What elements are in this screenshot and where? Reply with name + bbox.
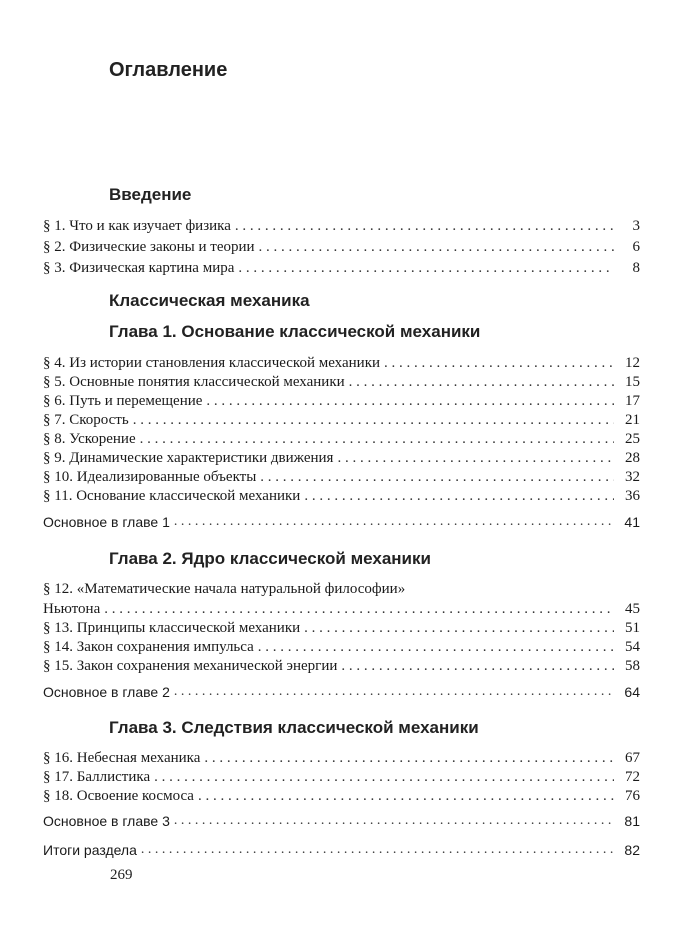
- dot-leader: [238, 259, 614, 277]
- toc-entry-page: 3: [632, 218, 640, 234]
- toc-entry-title: § 4. Из истории становления классической механики: [43, 355, 381, 371]
- toc-entry[interactable]: [43, 409, 640, 429]
- toc-entry[interactable]: [43, 766, 640, 786]
- toc-entry[interactable]: [43, 747, 640, 767]
- toc-entry-page: 28: [625, 450, 640, 466]
- dot-leader: [304, 619, 614, 637]
- toc-entry-title: § 9. Динамические характеристики движения: [43, 450, 334, 466]
- chapter-summary-entry[interactable]: [43, 681, 640, 701]
- dot-leader: [198, 787, 614, 805]
- intro-heading: Введение: [109, 185, 192, 204]
- toc-entry-page: 8: [632, 260, 640, 276]
- dot-leader: [154, 768, 614, 786]
- toc-entry-title: § 11. Основание классической механики: [43, 488, 301, 504]
- toc-entry-title: § 8. Ускорение: [43, 431, 136, 447]
- toc-entry-page: 81: [624, 813, 640, 829]
- toc-entry-page: 51: [625, 620, 640, 636]
- section-summary-entry[interactable]: [43, 839, 640, 859]
- chapter-summary-entry[interactable]: [43, 810, 640, 830]
- toc-entry[interactable]: [43, 785, 640, 805]
- toc-entry[interactable]: [43, 390, 640, 410]
- toc-entry-page: 58: [625, 658, 640, 674]
- toc-entry-title: Ньютона: [43, 601, 101, 617]
- toc-entry-page: 72: [625, 769, 640, 785]
- toc-entry-title: § 7. Скорость: [43, 412, 129, 428]
- toc-entry-page: 15: [625, 374, 640, 390]
- dot-leader: [341, 657, 614, 675]
- chapter3-heading: Глава 3. Следствия классической механики: [109, 718, 479, 737]
- toc-entry-title: § 6. Путь и перемещение: [43, 393, 203, 409]
- toc-entry[interactable]: [43, 598, 640, 618]
- toc-entry-title: § 13. Принципы классической механики: [43, 620, 301, 636]
- section-heading: Классическая механика: [109, 291, 310, 310]
- dot-leader: [141, 841, 614, 859]
- toc-entry-title: § 16. Небесная механика: [43, 750, 201, 766]
- dot-leader: [384, 354, 614, 372]
- chapter1-heading: Глава 1. Основание классической механики: [109, 322, 481, 341]
- toc-entry-title: Итоги раздела: [43, 842, 137, 858]
- dot-leader: [206, 392, 614, 410]
- dot-leader: [258, 638, 614, 656]
- toc-entry-page: 21: [625, 412, 640, 428]
- dot-leader: [174, 683, 614, 701]
- dot-leader: [337, 449, 614, 467]
- dot-leader: [104, 600, 614, 618]
- page-title: Оглавление: [109, 59, 228, 81]
- dot-leader: [204, 749, 614, 767]
- toc-entry-page: 6: [632, 239, 640, 255]
- dot-leader: [259, 238, 614, 256]
- dot-leader: [235, 217, 614, 235]
- toc-entry-page: 36: [625, 488, 640, 504]
- toc-entry-title: § 15. Закон сохранения механической энергии: [43, 658, 338, 674]
- dot-leader: [174, 513, 614, 531]
- toc-entry-page: 41: [624, 514, 640, 530]
- toc-entry-title: § 5. Основные понятия классической механики: [43, 374, 345, 390]
- dot-leader: [349, 373, 614, 391]
- toc-entry[interactable]: [43, 655, 640, 675]
- toc-entry-page: 45: [625, 601, 640, 617]
- dot-leader: [133, 411, 614, 429]
- toc-entry-title: § 17. Баллистика: [43, 769, 151, 785]
- toc-entry-page: 32: [625, 469, 640, 485]
- toc-entry[interactable]: [43, 352, 640, 372]
- toc-entry-page: 25: [625, 431, 640, 447]
- toc-entry[interactable]: [43, 215, 640, 235]
- dot-leader: [174, 812, 614, 830]
- toc-entry-page: 64: [624, 684, 640, 700]
- chapter2-heading: Глава 2. Ядро классической механики: [109, 549, 431, 568]
- toc-entry[interactable]: [43, 636, 640, 656]
- page-number: 269: [110, 867, 133, 883]
- toc-entry-first-line[interactable]: § 12. «Математические начала натуральной философии»: [43, 581, 406, 597]
- chapter-summary-entry[interactable]: [43, 511, 640, 531]
- toc-entry-title: § 2. Физические законы и теории: [43, 239, 255, 255]
- toc-entry-title: Основное в главе 1: [43, 514, 170, 530]
- toc-entry-title: Основное в главе 3: [43, 813, 170, 829]
- toc-entry[interactable]: [43, 447, 640, 467]
- toc-entry[interactable]: [43, 257, 640, 277]
- toc-entry-page: 76: [625, 788, 640, 804]
- toc-entry-title: § 14. Закон сохранения импульса: [43, 639, 254, 655]
- toc-entry-page: 54: [625, 639, 640, 655]
- dot-leader: [260, 468, 614, 486]
- dot-leader: [140, 430, 614, 448]
- toc-entry[interactable]: [43, 236, 640, 256]
- toc-entry[interactable]: [43, 466, 640, 486]
- toc-entry-page: 82: [624, 842, 640, 858]
- toc-entry-title: § 10. Идеализированные объекты: [43, 469, 257, 485]
- toc-entry-title: § 3. Физическая картина мира: [43, 260, 235, 276]
- toc-entry-page: 17: [625, 393, 640, 409]
- toc-entry[interactable]: [43, 428, 640, 448]
- toc-entry-title: § 18. Освоение космоса: [43, 788, 194, 804]
- toc-entry-page: 67: [625, 750, 640, 766]
- toc-entry-title: Основное в главе 2: [43, 684, 170, 700]
- dot-leader: [304, 487, 614, 505]
- toc-entry-page: 12: [625, 355, 640, 371]
- toc-entry[interactable]: [43, 371, 640, 391]
- toc-entry[interactable]: [43, 617, 640, 637]
- toc-entry-title: § 1. Что и как изучает физика: [43, 218, 231, 234]
- toc-entry[interactable]: [43, 485, 640, 505]
